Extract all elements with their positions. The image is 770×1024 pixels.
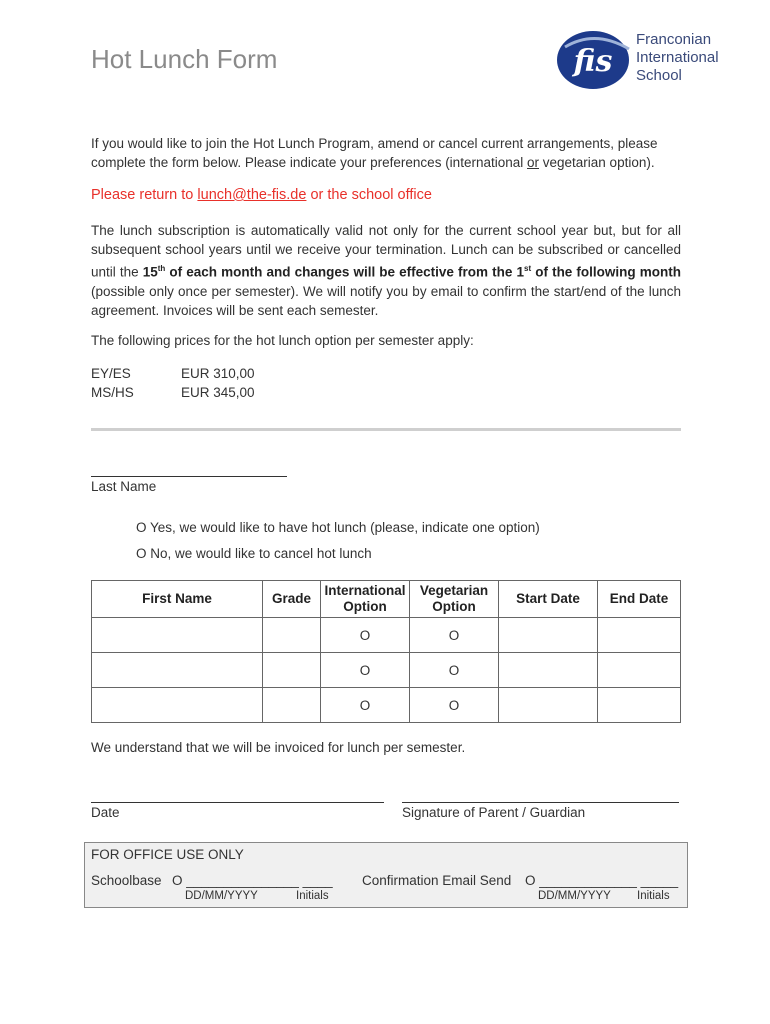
schoolbase-date-format: DD/MM/YYYY (185, 890, 258, 902)
schoolbase-initials: Initials (296, 890, 329, 902)
logo-line-2: International (636, 49, 719, 66)
vegetarian-option-radio[interactable]: O (410, 688, 499, 723)
section-divider (91, 428, 681, 431)
table-row (92, 618, 681, 653)
header-start-date: Start Date (499, 581, 598, 618)
first-name-cell[interactable] (92, 618, 263, 653)
end-date-cell[interactable] (598, 688, 681, 723)
international-option-radio[interactable]: O (321, 653, 410, 688)
confirmation-email-label: Confirmation Email Send (362, 873, 512, 888)
header-end-date: End Date (598, 581, 681, 618)
confirmation-date-format: DD/MM/YYYY (538, 890, 611, 902)
international-option-radio[interactable]: O (321, 618, 410, 653)
vegetarian-option-radio[interactable]: O (410, 618, 499, 653)
grade-cell[interactable] (263, 653, 321, 688)
date-field[interactable] (91, 802, 384, 803)
header-grade: Grade (263, 581, 321, 618)
school-logo (555, 27, 745, 91)
last-name-field[interactable] (91, 476, 287, 477)
lunch-preferences-table (91, 580, 681, 723)
invoice-note: We understand that we will be invoiced for lunch per semester. (91, 740, 466, 755)
signature-label: Signature of Parent / Guardian (402, 805, 586, 820)
logo-initials: fis (573, 44, 613, 79)
last-name-label: Last Name (91, 479, 157, 494)
fis-logo-icon (555, 27, 635, 91)
option-yes-radio[interactable]: O Yes, we would like to have hot lunch (please, indicate one option) (136, 520, 540, 535)
logo-wordmark (636, 31, 719, 85)
intro-paragraph: If you would like to join the Hot Lunch Program, amend or cancel current arrangements, please complete the form below. Please indicate your preferences (international or vegetarian option). (91, 136, 658, 170)
office-heading: FOR OFFICE USE ONLY (91, 847, 244, 862)
page-title: Hot Lunch Form (91, 44, 278, 74)
schoolbase-label: Schoolbase (91, 873, 162, 888)
grade-cell[interactable] (263, 618, 321, 653)
international-option-radio[interactable]: O (321, 688, 410, 723)
logo-line-1: Franconian (636, 31, 712, 48)
end-date-cell[interactable] (598, 618, 681, 653)
price-row-ms-hs: MS/HS EUR 345,00 (91, 385, 255, 400)
option-no-radio[interactable]: O No, we would like to cancel hot lunch (136, 546, 372, 561)
start-date-cell[interactable] (499, 618, 598, 653)
header-vegetarian-option: Vegetarian Option (410, 581, 499, 618)
header-first-name: First Name (92, 581, 263, 618)
vegetarian-option-radio[interactable]: O (410, 653, 499, 688)
logo-line-3: School (636, 67, 682, 84)
signature-field[interactable] (402, 802, 679, 803)
start-date-cell[interactable] (499, 688, 598, 723)
table-header-row (92, 581, 681, 618)
first-name-cell[interactable] (92, 653, 263, 688)
lunch-email-link[interactable]: lunch@the-fis.de (197, 187, 307, 203)
first-name-cell[interactable] (92, 688, 263, 723)
start-date-cell[interactable] (499, 653, 598, 688)
office-use-box (84, 842, 688, 908)
prices-intro: The following prices for the hot lunch option per semester apply: (91, 333, 474, 348)
date-label: Date (91, 805, 120, 820)
end-date-cell[interactable] (598, 653, 681, 688)
price-row-ey-es: EY/ES EUR 310,00 (91, 366, 255, 381)
table-row (92, 688, 681, 723)
header-international-option: International Option (321, 581, 410, 618)
confirmation-email-field[interactable]: O _____________ _____ (525, 873, 679, 888)
schoolbase-field[interactable]: O _______________ ____ (172, 873, 333, 888)
return-instruction: Please return to lunch@the-fis.de or the school office (91, 187, 432, 203)
confirmation-initials: Initials (637, 890, 670, 902)
table-row (92, 653, 681, 688)
subscription-paragraph: The lunch subscription is automatically valid not only for the current school year but, but for all subsequent school years until we receive your termination. Lunch can be subscribed or cancelled until the 15th of each month and changes will be effective from the 1st of the following month (possible only once per semester). We will notify you by email to confirm the start/end of the lunch agreement. Invoices will be sent each semester. (91, 223, 681, 318)
grade-cell[interactable] (263, 688, 321, 723)
